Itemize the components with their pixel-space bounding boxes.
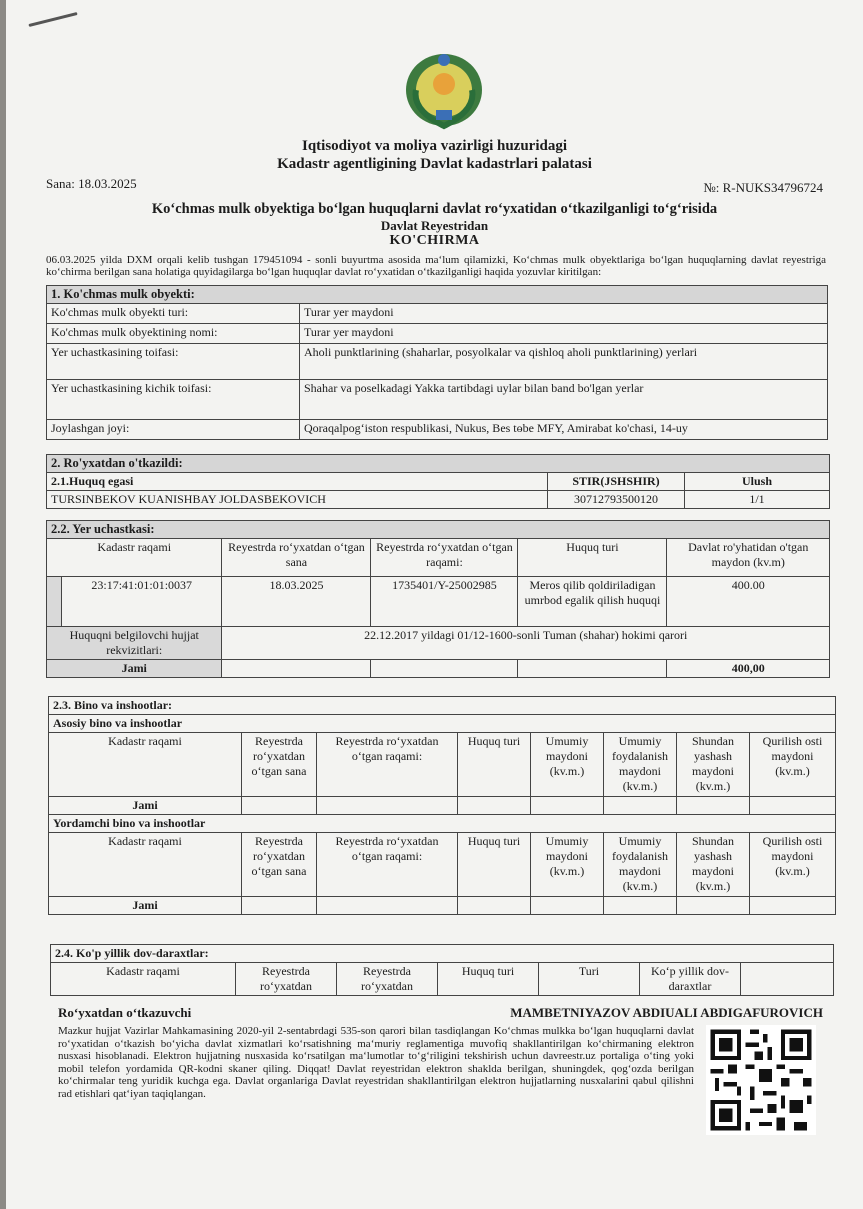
land-col-area: Davlat ro'yhatidan o'tgan maydon (kv.m) <box>667 539 830 577</box>
main-col-total-area: Umumiy maydoni (kv.m.) <box>531 733 604 797</box>
section-2-2-title: 2.2. Yer uchastkasi: <box>47 521 830 539</box>
trees-col-date: Reyestrda ro‘yxatdan <box>236 963 337 996</box>
land-col-right-type: Huquq turi <box>518 539 667 577</box>
trees-col-cadastre: Kadastr raqami <box>51 963 236 996</box>
land-cadastre-number: 23:17:41:01:01:0037 <box>62 577 222 627</box>
trees-col-extra <box>741 963 834 996</box>
land-col-number: Reyestrda ro‘yxatdan o‘tgan raqami: <box>371 539 518 577</box>
land-col-date: Reyestrda ro‘yxatdan o‘tgan sana <box>222 539 371 577</box>
footer-text: Mazkur hujjat Vazirlar Mahkamasining 2020-yil 2-sentabrdagi 535-son qarori bilan tasdiqlangan Ko‘chmas mulkka bo‘lgan huquqlarni davlat ro‘yxatidan o‘tkazish bo‘yicha davlat xizmatlari ko‘rsatishning ma‘muriy reglamentiga muvofiq shakllantirilgan ko‘chirmaning elektron nusxasi hisoblanadi. Elektron hujjatning nusxasida ko‘rsatilgan ma‘lumotlar to‘g‘riligini tekshirish uchun davreestr.uz portaliga o‘ting yoki mobil telefon yordamida QR-kodni skaner qiling. Diqqat! Davlat reyestridan elektron shaklda berilgan, shuningdek, qog‘ozda berilgan ko‘chirmalar teng yuridik kuchga ega. Davlat organlariga Davlat reyestridan shakllantirilgan elektron hujjatlarning nusxalarini qabul qilishni rad etishlari qat‘iyan taqiqlangan. <box>58 1025 694 1100</box>
main-buildings-title: Asosiy bino va inshootlar <box>49 715 836 733</box>
owner-stir: 30712793500120 <box>548 491 685 509</box>
registrar-name: MAMBETNIYAZOV ABDIUALI ABDIGAFUROVICH <box>510 1005 823 1020</box>
legal-doc-value: 22.12.2017 yildagi 01/12-1600-sonli Tuman (shahar) hokimi qarori <box>222 627 830 660</box>
main-col-common-area: Umumiy foydalanish maydoni (kv.m.) <box>604 733 677 797</box>
document-sheet <box>6 0 863 1209</box>
object-name-label: Ko'chmas mulk obyektining nomi: <box>47 324 300 344</box>
main-col-footprint: Qurilish osti maydoni (kv.m.) <box>750 733 836 797</box>
document-type: KO'CHIRMA <box>389 233 480 248</box>
land-total-value: 400,00 <box>667 660 830 678</box>
section-2-4-table <box>50 944 834 996</box>
aux-col-footprint: Qurilish osti maydoni (kv.m.) <box>750 833 836 897</box>
land-reg-number: 1735401/Y-25002985 <box>371 577 518 627</box>
aux-col-cadastre: Kadastr raqami <box>49 833 242 897</box>
legal-doc-label: Huquqni belgilovchi hujjat rekvizitlari: <box>47 627 222 660</box>
section-1-table <box>46 285 828 440</box>
object-type-value: Turar yer maydoni <box>300 304 828 324</box>
land-category-value: Aholi punktlarining (shaharlar, posyolkalar va qishloq aholi punktlarining) yerlari <box>300 344 828 380</box>
land-reg-date: 18.03.2025 <box>222 577 371 627</box>
main-col-cadastre: Kadastr raqami <box>49 733 242 797</box>
location-value: Qoraqalpog‘iston respublikasi, Nukus, Bes tөbe MFY, Amirabat ko'chasi, 14-uy <box>300 420 828 440</box>
aux-col-number: Reyestrda ro‘yxatdan o‘tgan raqami: <box>317 833 458 897</box>
document-title: Ko‘chmas mulk obyektiga bo‘lgan huquqlarni davlat ro‘yxatidan o‘tkazilganligi to‘g‘risida <box>151 201 718 217</box>
aux-col-common-area: Umumiy foydalanish maydoni (kv.m.) <box>604 833 677 897</box>
land-area: 400.00 <box>667 577 830 627</box>
aux-col-right: Huquq turi <box>458 833 531 897</box>
location-label: Joylashgan joyi: <box>47 420 300 440</box>
qr-code-icon[interactable] <box>706 1025 816 1135</box>
owner-share: 1/1 <box>685 491 830 509</box>
ministry-line: Iqtisodiyot va moliya vazirligi huzuridagi <box>301 138 568 154</box>
land-total-label: Jami <box>47 660 222 678</box>
document-date: Sana: 18.03.2025 <box>46 176 137 191</box>
object-type-label: Ko'chmas mulk obyekti turi: <box>47 304 300 324</box>
land-right-type: Meros qilib qoldiriladigan umrbod egalik qilish huquqi <box>518 577 667 627</box>
agency-line: Kadastr agentligining Davlat kadastrlari palatasi <box>277 156 592 172</box>
stir-header: STIR(JSHSHIR) <box>548 473 685 491</box>
aux-col-date: Reyestrda ro‘yxatdan o‘tgan sana <box>242 833 317 897</box>
section-1-title: 1. Ko'chmas mulk obyekti: <box>47 286 828 304</box>
section-2-title: 2. Ro'yxatdan o'tkazildi: <box>47 455 830 473</box>
aux-col-living-area: Shundan yashash maydoni (kv.m.) <box>677 833 750 897</box>
state-emblem-icon <box>402 50 486 130</box>
object-name-value: Turar yer maydoni <box>300 324 828 344</box>
aux-col-total-area: Umumiy maydoni (kv.m.) <box>531 833 604 897</box>
pen-mark <box>28 12 77 27</box>
trees-col-right: Huquq turi <box>438 963 539 996</box>
main-col-living-area: Shundan yashash maydoni (kv.m.) <box>677 733 750 797</box>
trees-col-type: Turi <box>539 963 640 996</box>
trees-col-trees: Ko‘p yillik dov-daraxtlar <box>640 963 741 996</box>
aux-total-label: Jami <box>49 897 242 915</box>
land-col-cadastre: Kadastr raqami <box>47 539 222 577</box>
document-number: №: R-NUKS34796724 <box>703 180 823 195</box>
registrar-label: Ro‘yxatdan o‘tkazuvchi <box>58 1005 192 1020</box>
main-col-number: Reyestrda ro‘yxatdan o‘tgan raqami: <box>317 733 458 797</box>
intro-text: 06.03.2025 yilda DXM orqali kelib tushgan 179451094 - sonli buyurtma asosida ma‘lum qilamizki, Ko‘chmas mulk obyektlariga bo‘lgan huquqlarning davlat reyestriga ko‘chirma berilgan sana holatiga quyidagilarga bo‘lgan huquqlar davlat ro‘yxatidan o‘tkazilganligi haqida yozuvlar kiritilgan: <box>46 254 826 278</box>
main-total-label: Jami <box>49 797 242 815</box>
land-subcategory-value: Shahar va poselkadagi Yakka tartibdagi uylar bilan band bo'lgan yerlar <box>300 380 828 420</box>
section-2-3-table <box>48 696 836 915</box>
section-2-3-title: 2.3. Bino va inshootlar: <box>49 697 836 715</box>
main-col-right: Huquq turi <box>458 733 531 797</box>
land-subcategory-label: Yer uchastkasining kichik toifasi: <box>47 380 300 420</box>
trees-col-number: Reyestrda ro‘yxatdan <box>337 963 438 996</box>
owner-subtitle: 2.1.Huquq egasi <box>47 473 548 491</box>
land-category-label: Yer uchastkasining toifasi: <box>47 344 300 380</box>
section-2-2-table <box>46 520 830 678</box>
owner-name: TURSINBEKOV KUANISHBAY JOLDASBEKOVICH <box>47 491 548 509</box>
share-header: Ulush <box>685 473 830 491</box>
section-2-table <box>46 454 830 509</box>
section-2-4-title: 2.4. Ko'p yillik dov-daraxtlar: <box>51 945 834 963</box>
document-subtitle: Davlat Reyestridan <box>380 218 489 233</box>
aux-buildings-title: Yordamchi bino va inshootlar <box>49 815 836 833</box>
main-col-date: Reyestrda ro‘yxatdan o‘tgan sana <box>242 733 317 797</box>
